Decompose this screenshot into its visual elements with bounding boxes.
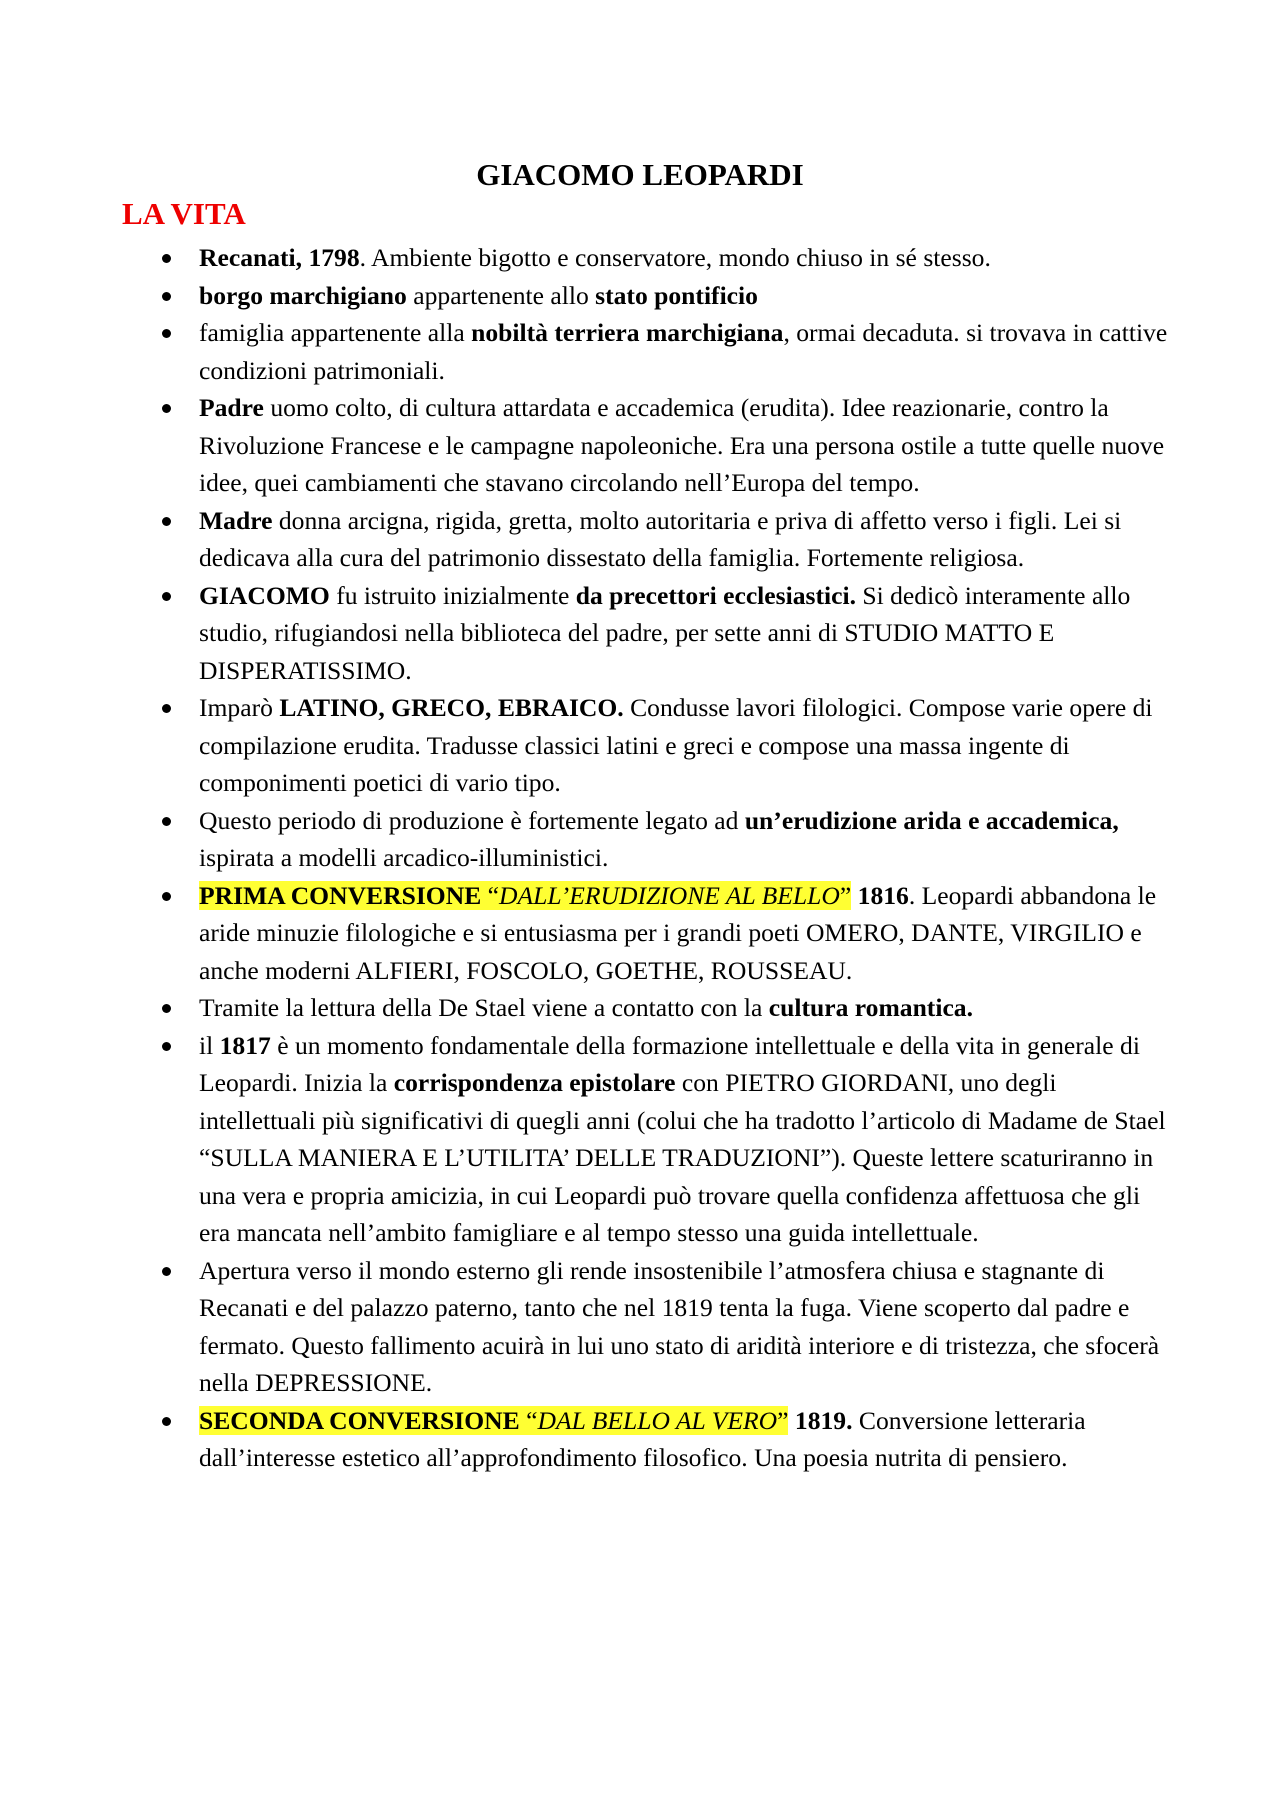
text-run: “ xyxy=(519,1405,538,1435)
text-run: Padre xyxy=(199,393,264,422)
list-item xyxy=(0,1402,1169,1477)
text-run: . Leopardi abbandona le aride minuzie filologiche e si entusiasma per i grandi poeti OMERO, DANTE, VIRGILIO e anche moderni ALFIERI, FOSCOLO, GOETHE, ROUSSEAU. xyxy=(199,880,1157,985)
text-run: con PIETRO GIORDANI, uno degli intellettuali più significativi di quegli anni (colui che ha tradotto l’articolo di Madame de Stael “SULLA MANIERA E L’UTILITA’ DELLE TRADUZIONI”). Queste lettere scaturiranno in una vera e propria amicizia, in cui Leopardi può trovare quella confidenza affettuosa che gli era mancata nell’ambito famigliare e al tempo stesso una guida intellettuale. xyxy=(199,1068,1166,1247)
text-run: Imparò xyxy=(199,693,280,722)
document-title: GIACOMO LEOPARDI xyxy=(476,157,804,192)
text-run: PRIMA CONVERSIONE xyxy=(199,880,482,910)
list-item xyxy=(0,239,1169,277)
bullet-icon xyxy=(162,329,171,338)
bullet-icon xyxy=(162,517,171,526)
bullet-icon xyxy=(162,292,171,301)
text-run: appartenente allo xyxy=(406,280,596,310)
text-run: 1817 xyxy=(219,1030,271,1060)
text-run: . Ambiente bigotto e conservatore, mondo chiuso in sé stesso. xyxy=(359,243,991,272)
list-item xyxy=(0,389,1169,502)
bullet-icon xyxy=(162,1004,171,1013)
text-run: stato pontificio xyxy=(595,280,758,310)
text-run: ispirata a modelli arcadico-illuministici. xyxy=(199,843,609,872)
list-item xyxy=(0,877,1169,990)
text-run: è un momento fondamentale della formazione intellettuale e della vita in generale di Leopardi. Inizia la xyxy=(199,1030,1140,1097)
bullet-icon xyxy=(162,592,171,601)
text-run: , ormai decaduta. si trovava in cattive condizioni patrimoniali. xyxy=(199,318,1168,385)
text-run: Conversione letteraria dall’interesse estetico all’approfondimento filosofico. Una poesia nutrita di pensiero. xyxy=(199,1405,1086,1472)
text-run: DAL BELLO AL VERO xyxy=(537,1405,778,1435)
bullet-icon xyxy=(162,704,171,713)
bullet-icon xyxy=(162,817,171,826)
list-item xyxy=(0,689,1169,802)
text-run: ” xyxy=(839,880,852,910)
text-run: nobiltà terriera marchigiana xyxy=(471,318,784,347)
bullet-icon xyxy=(162,254,171,263)
text-run: uomo colto, di cultura attardata e accademica (erudita). Idee reazionarie, contro la Rivoluzione Francese e le campagne napoleoniche. Era una persona ostile a tutte quelle nuove idee, quei cambiamenti che stavano circolando nell’Europa del tempo. xyxy=(199,393,1165,497)
list-item xyxy=(0,577,1169,690)
text-run: Recanati, 1798 xyxy=(199,243,360,272)
text-run: GIACOMO xyxy=(199,580,330,610)
text-run: Madre xyxy=(199,505,273,535)
list-item xyxy=(0,502,1169,577)
list-item xyxy=(0,989,1169,1027)
list-item xyxy=(0,277,1169,315)
text-run: Questo periodo di produzione è fortemente legato ad xyxy=(199,805,745,835)
text-run: un’erudizione arida e accademica, xyxy=(744,805,1119,835)
bullet-icon xyxy=(162,1042,171,1051)
text-run: DALL’ERUDIZIONE AL BELLO xyxy=(499,880,840,910)
text-run: Condusse lavori filologici. Compose varie opere di compilazione erudita. Tradusse classici latini e greci e compose una massa ingente di componimenti poetici di vario tipo. xyxy=(199,693,1153,797)
bullet-icon xyxy=(162,892,171,901)
text-run: ” xyxy=(777,1405,789,1435)
bullet-icon xyxy=(162,1417,171,1426)
text-run: corrispondenza epistolare xyxy=(393,1068,676,1097)
text-run: “ xyxy=(481,880,500,910)
text-run: Tramite la lettura della De Stael viene a contatto con la xyxy=(199,993,769,1022)
bullet-list xyxy=(0,239,1280,1477)
text-run: il xyxy=(199,1030,220,1060)
text-run: cultura romantica. xyxy=(768,993,974,1022)
list-item xyxy=(0,1027,1169,1252)
text-run: fu istruito inizialmente xyxy=(329,580,576,610)
text-run: famiglia appartenente alla xyxy=(199,318,472,347)
section-heading: LA VITA xyxy=(122,196,246,231)
bullet-icon xyxy=(162,1267,171,1276)
text-run: LATINO, GRECO, EBRAICO. xyxy=(279,693,624,722)
text-run: SECONDA CONVERSIONE xyxy=(199,1405,520,1435)
text-run: donna arcigna, rigida, gretta, molto autoritaria e priva di affetto verso i figli. Lei si dedicava alla cura del patrimonio dissestato della famiglia. Fortemente religiosa. xyxy=(199,505,1122,572)
text-run: Apertura verso il mondo esterno gli rende insostenibile l’atmosfera chiusa e stagnante di Recanati e del palazzo paterno, tanto che nel 1819 tenta la fuga. Viene scoperto dal padre e fermato. Questo fallimento acuirà in lui uno stato di aridità interiore e di tristezza, che sfocerà nella DEPRESSIONE. xyxy=(199,1255,1160,1397)
text-run: 1819. xyxy=(794,1405,853,1435)
text-run: 1816 xyxy=(857,880,909,910)
list-item xyxy=(0,802,1169,877)
text-run: borgo marchigiano xyxy=(199,280,407,310)
text-run: Si dedicò interamente allo studio, rifugiandosi nella biblioteca del padre, per sette anni di STUDIO MATTO E DISPERATISSIMO. xyxy=(199,580,1131,685)
list-item xyxy=(0,1252,1169,1402)
text-run: da precettori ecclesiastici. xyxy=(575,580,856,610)
bullet-icon xyxy=(162,404,171,413)
list-item xyxy=(0,314,1169,389)
